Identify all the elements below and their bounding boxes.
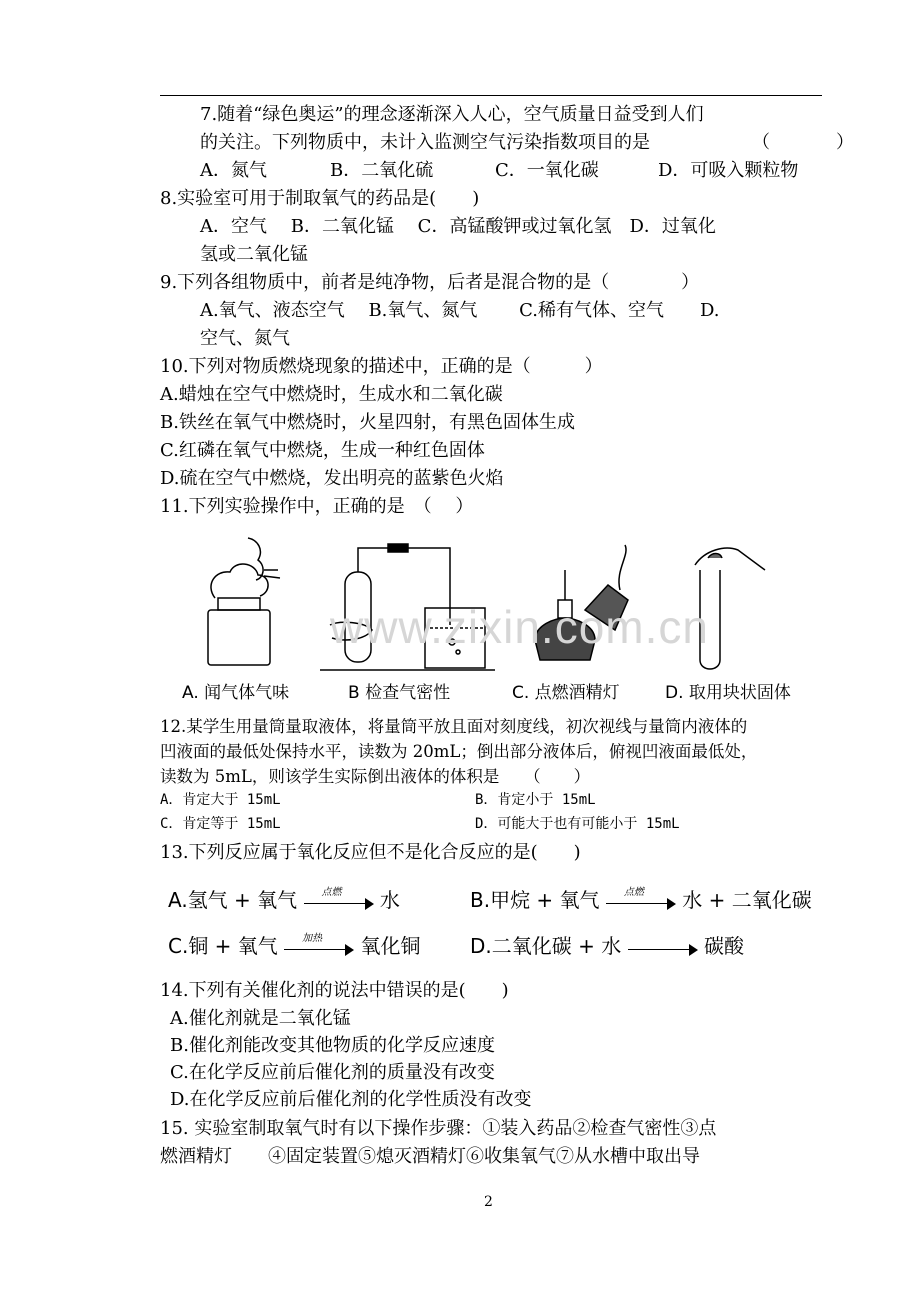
q8-stem: 8.实验室可用于制取氧气的药品是( ) <box>160 188 480 209</box>
q7-option-b: B．二氧化硫 <box>330 160 434 181</box>
q12-line2: 凹液面的最低处保持水平，读数为 20mL；倒出部分液体后，俯视凹液面最低处， <box>160 742 758 761</box>
q11-stem: 11.下列实验操作中，正确的是 （ ） <box>160 496 474 517</box>
q8-options-line1: A．空气 B．二氧化锰 C．高锰酸钾或过氧化氢 D．过氧化 <box>200 216 716 237</box>
q13-d-reactants: D.二氧化碳 + 水 <box>470 934 622 958</box>
q7-line1: 7.随着“绿色奥运”的理念逐渐深入人心，空气质量日益受到人们 <box>200 104 704 125</box>
q13-a-reactants: A.氢气 + 氧气 <box>168 888 298 912</box>
q12-option-c: C．肯定等于 15mL <box>160 816 281 832</box>
q14-option-a: A.催化剂就是二氧化锰 <box>170 1008 351 1029</box>
q9-stem: 9.下列各组物质中，前者是纯净物，后者是混合物的是（ ） <box>160 272 700 293</box>
q9-options-line2: 空气、氮气 <box>200 328 290 349</box>
gas-bottle-illustration <box>208 538 280 665</box>
q13-b-condition: 点燃 <box>623 886 644 898</box>
q13-c-products: 氧化铜 <box>360 934 421 958</box>
q7-line2: 的关注。下列物质中，未计入监测空气污染指数项目的是 <box>200 132 650 153</box>
q7-option-c: C．一氧化碳 <box>495 160 599 181</box>
q13-c-reactants: C.铜 + 氧气 <box>168 934 278 958</box>
q13-c-condition: 加热 <box>302 932 323 944</box>
q10-option-a: A.蜡烛在空气中燃烧时，生成水和二氧化碳 <box>160 384 503 405</box>
q10-option-d: D.硫在空气中燃烧，发出明亮的蓝紫色火焰 <box>160 468 504 489</box>
caption-b: B 检查气密性 <box>348 683 451 703</box>
q13-a-products: 水 <box>379 888 400 912</box>
q12-option-b: B．肯定小于 15mL <box>475 792 596 808</box>
q13-option-d <box>470 930 744 959</box>
q13-d-products: 碳酸 <box>703 934 744 958</box>
caption-d: D. 取用块状固体 <box>665 683 791 703</box>
q12-option-d: D．可能大于也有可能小于 15mL <box>475 816 680 832</box>
header-rule <box>160 95 822 96</box>
q10-option-b: B.铁丝在氧气中燃烧时，火星四射，有黑色固体生成 <box>160 412 575 433</box>
q13-option-b <box>470 884 812 913</box>
q9-options-line1: A.氧气、液态空气 B.氧气、氮气 C.稀有气体、空气 D. <box>200 300 720 321</box>
q15-line2: 燃酒精灯 ④固定装置⑤熄灭酒精灯⑥收集氧气⑦从水槽中取出导 <box>160 1146 700 1167</box>
q13-a-condition: 点燃 <box>321 886 342 898</box>
reaction-arrow <box>284 932 354 958</box>
reaction-arrow <box>304 886 374 912</box>
q15-line1: 15. 实验室制取氧气时有以下操作步骤：①装入药品②检查气密性③点 <box>160 1118 717 1139</box>
watermark: www.zixin.com.cn <box>330 601 709 653</box>
q12-line1: 12.某学生用量筒量取液体，将量筒平放且面对刻度线，初次视线与量筒内液体的 <box>160 717 748 736</box>
q14-option-d: D.在化学反应前后催化剂的化学性质没有改变 <box>170 1089 532 1110</box>
q10-stem: 10.下列对物质燃烧现象的描述中，正确的是（ ） <box>160 356 603 377</box>
page-number: 2 <box>484 1194 493 1210</box>
q14-option-c: C.在化学反应前后催化剂的质量没有改变 <box>170 1062 495 1083</box>
reaction-arrow <box>628 938 698 958</box>
q13-stem: 13.下列反应属于氧化反应但不是化合反应的是( ) <box>160 842 581 863</box>
q13-b-reactants: B.甲烷 + 氧气 <box>470 888 600 912</box>
q7-bracket-open: （ <box>752 132 770 153</box>
q13-option-a <box>168 884 400 913</box>
q7-bracket-close: ） <box>836 132 854 153</box>
q10-option-c: C.红磷在氧气中燃烧，生成一种红色固体 <box>160 440 485 461</box>
q8-options-line2: 氢或二氧化锰 <box>200 244 308 265</box>
q7-option-d: D．可吸入颗粒物 <box>658 160 799 181</box>
q12-option-a: A．肯定大于 15mL <box>160 792 281 808</box>
reaction-arrow <box>606 886 676 912</box>
q13-b-products: 水 + 二氧化碳 <box>682 888 812 912</box>
q7-option-a: A．氮气 <box>200 160 267 181</box>
caption-c: C. 点燃酒精灯 <box>512 683 620 703</box>
q14-stem: 14.下列有关催化剂的说法中错误的是( ) <box>160 980 509 1001</box>
q12-line3: 读数为 5mL，则该学生实际倒出液体的体积是 （ ） <box>160 767 591 786</box>
caption-a: A. 闻气体气味 <box>182 683 290 703</box>
q13-option-c <box>168 930 421 959</box>
q14-option-b: B.催化剂能改变其他物质的化学反应速度 <box>170 1035 495 1056</box>
